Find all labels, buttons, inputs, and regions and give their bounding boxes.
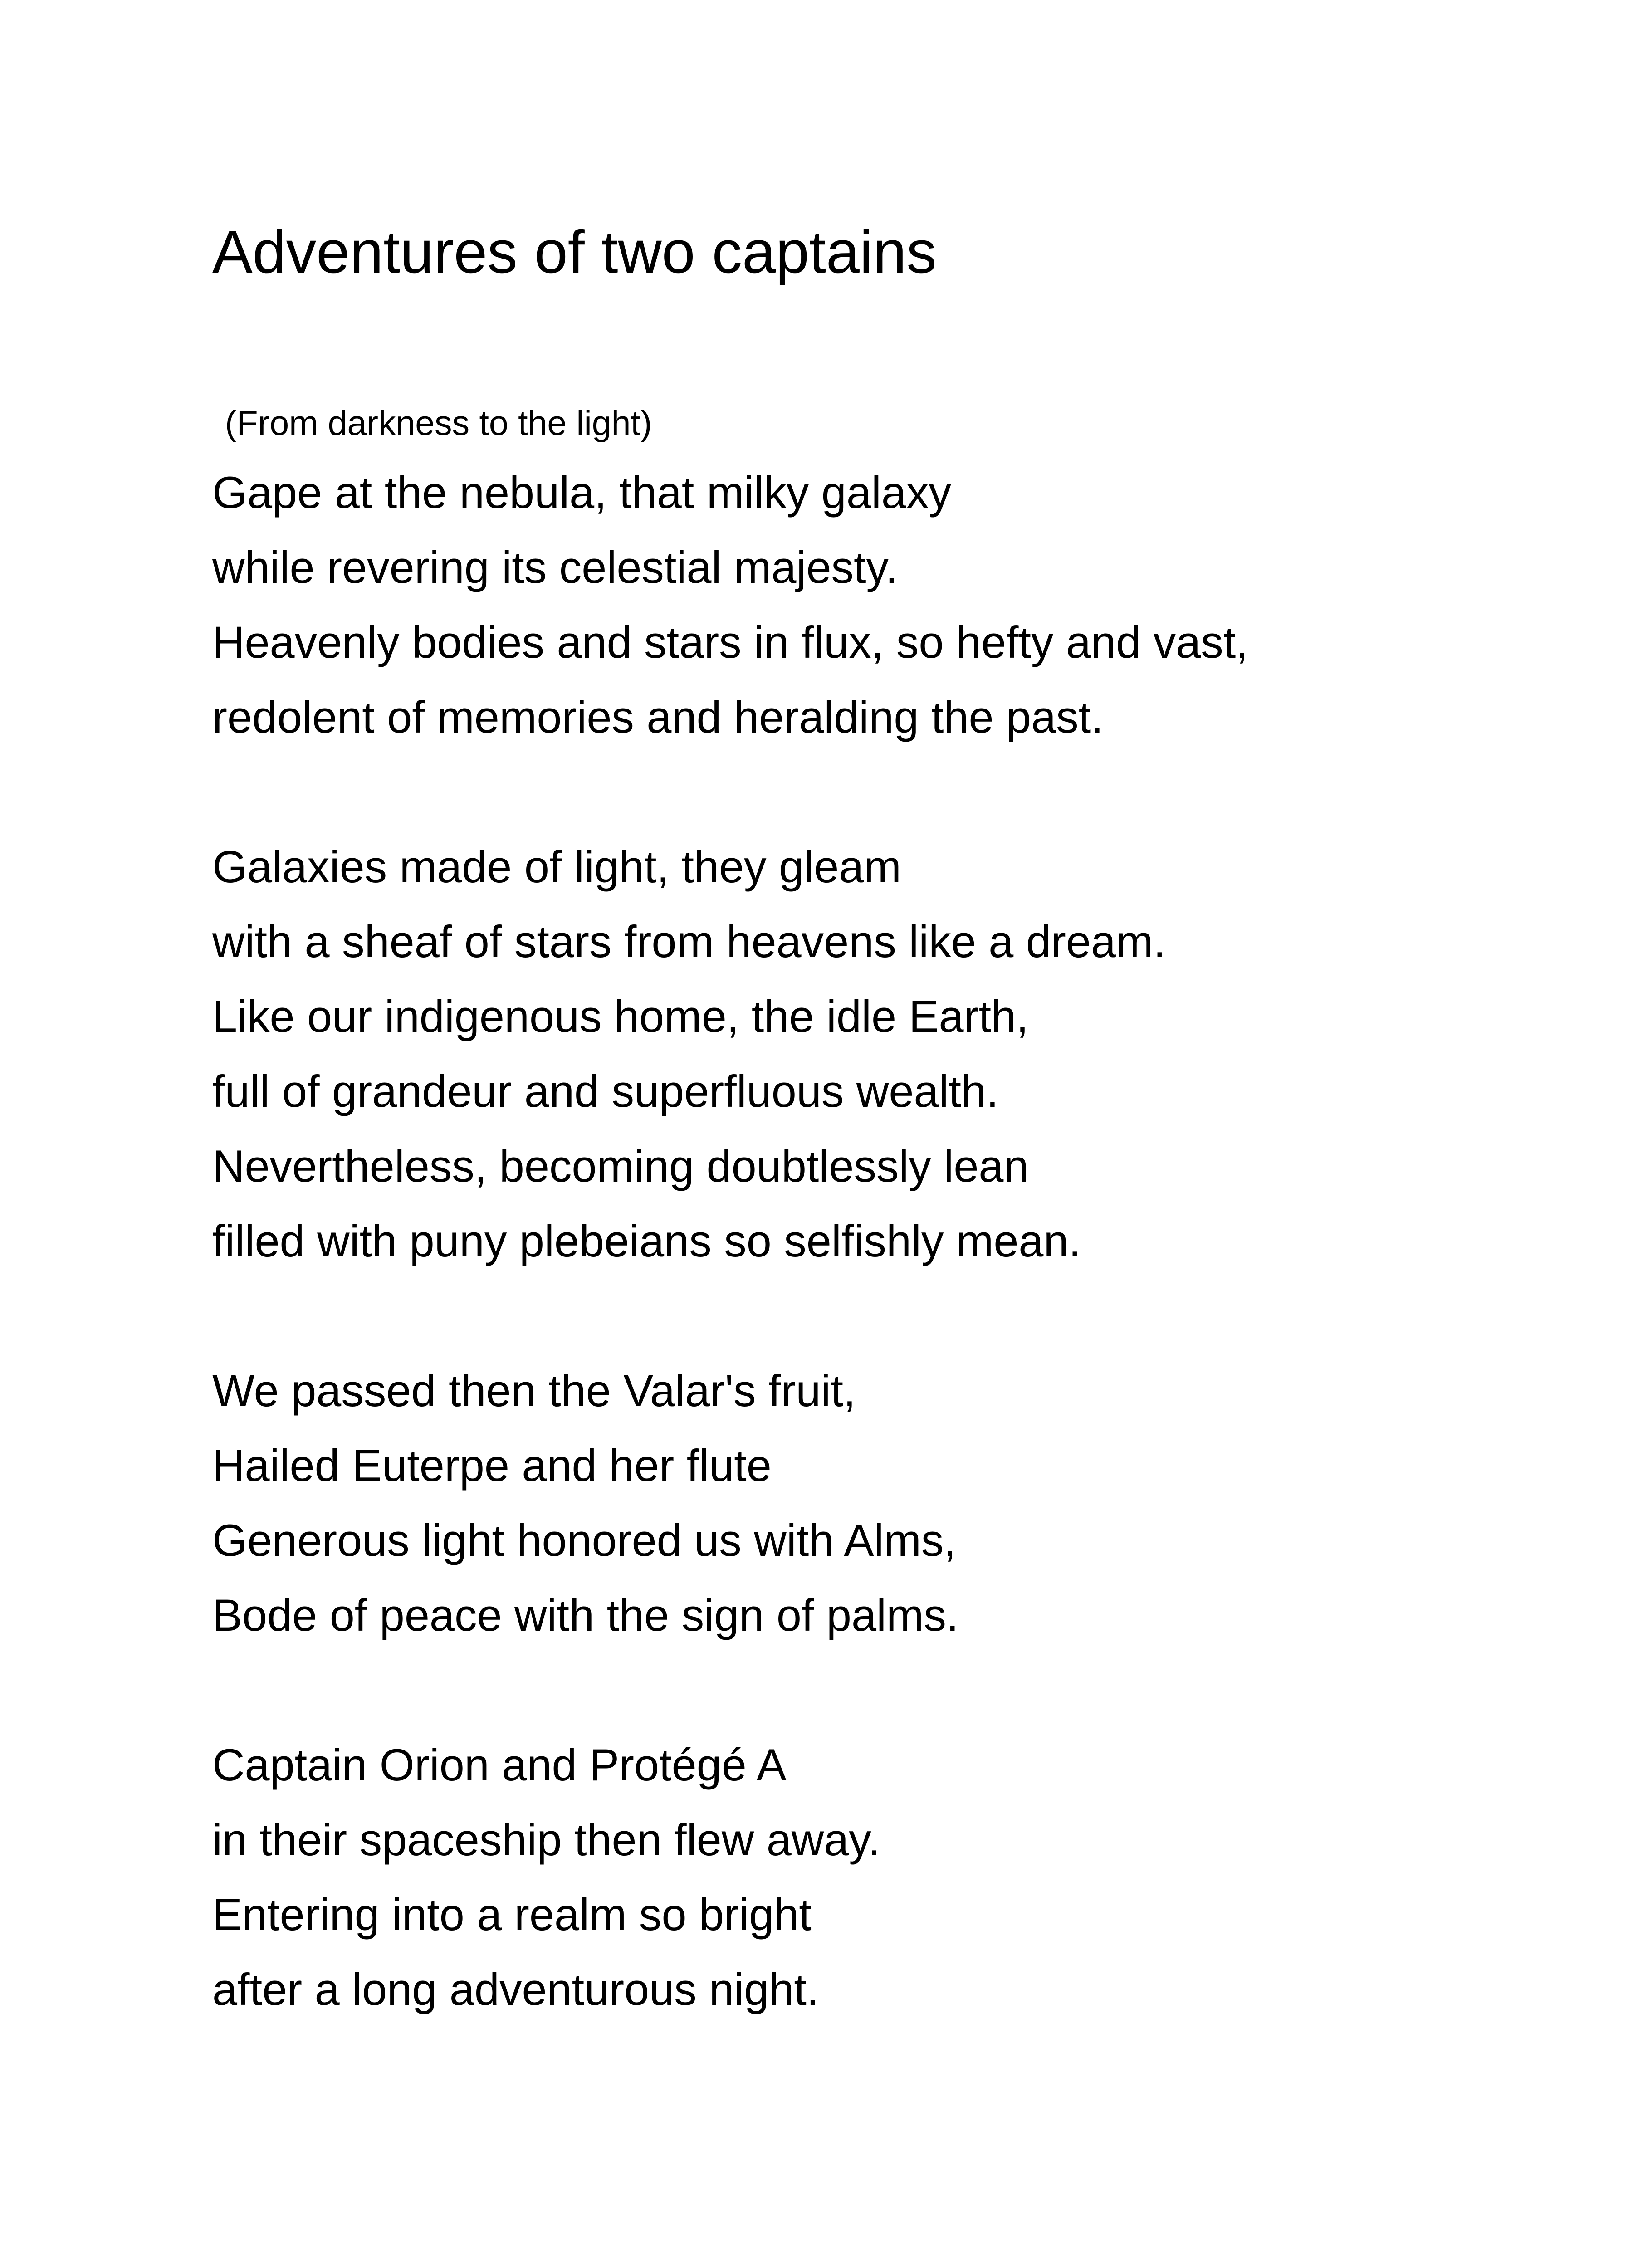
poem-line: after a long adventurous night. bbox=[212, 1964, 819, 2014]
poem-line: We passed then the Valar's fruit, bbox=[212, 1365, 856, 1416]
poem-line: Galaxies made of light, they gleam bbox=[212, 841, 901, 892]
poem-line: redolent of memories and heralding the past. bbox=[212, 692, 1104, 742]
poem-line: filled with puny plebeians so selfishly mean. bbox=[212, 1216, 1081, 1266]
stanza-2 bbox=[212, 829, 1573, 1278]
poem-line: Entering into a realm so bright bbox=[212, 1889, 812, 1940]
poem-subtitle: (From darkness to the light) bbox=[225, 404, 652, 443]
poem-line: Heavenly bodies and stars in flux, so hefty and vast, bbox=[212, 617, 1248, 667]
poem-line: with a sheaf of stars from heavens like a dream. bbox=[212, 916, 1166, 967]
stanza-4 bbox=[212, 1727, 1573, 2027]
poem-line: Hailed Euterpe and her flute bbox=[212, 1440, 772, 1491]
poem-line: Captain Orion and Protégé A bbox=[212, 1740, 787, 1790]
poem-line: while revering its celestial majesty. bbox=[212, 542, 898, 592]
stanza-3 bbox=[212, 1353, 1573, 1652]
stanza-1 bbox=[212, 455, 1573, 754]
poem-line: in their spaceship then flew away. bbox=[212, 1814, 880, 1865]
poem-title: Adventures of two captains bbox=[212, 219, 937, 286]
poem-line: Like our indigenous home, the idle Earth, bbox=[212, 991, 1029, 1041]
poem-line: Nevertheless, becoming doubtlessly lean bbox=[212, 1141, 1029, 1191]
poem-body bbox=[212, 455, 1573, 2102]
poem-line: Bode of peace with the sign of palms. bbox=[212, 1590, 959, 1640]
poem-line: full of grandeur and superfluous wealth. bbox=[212, 1066, 999, 1116]
poem-line: Gape at the nebula, that milky galaxy bbox=[212, 467, 951, 518]
poem-line: Generous light honored us with Alms, bbox=[212, 1515, 956, 1565]
